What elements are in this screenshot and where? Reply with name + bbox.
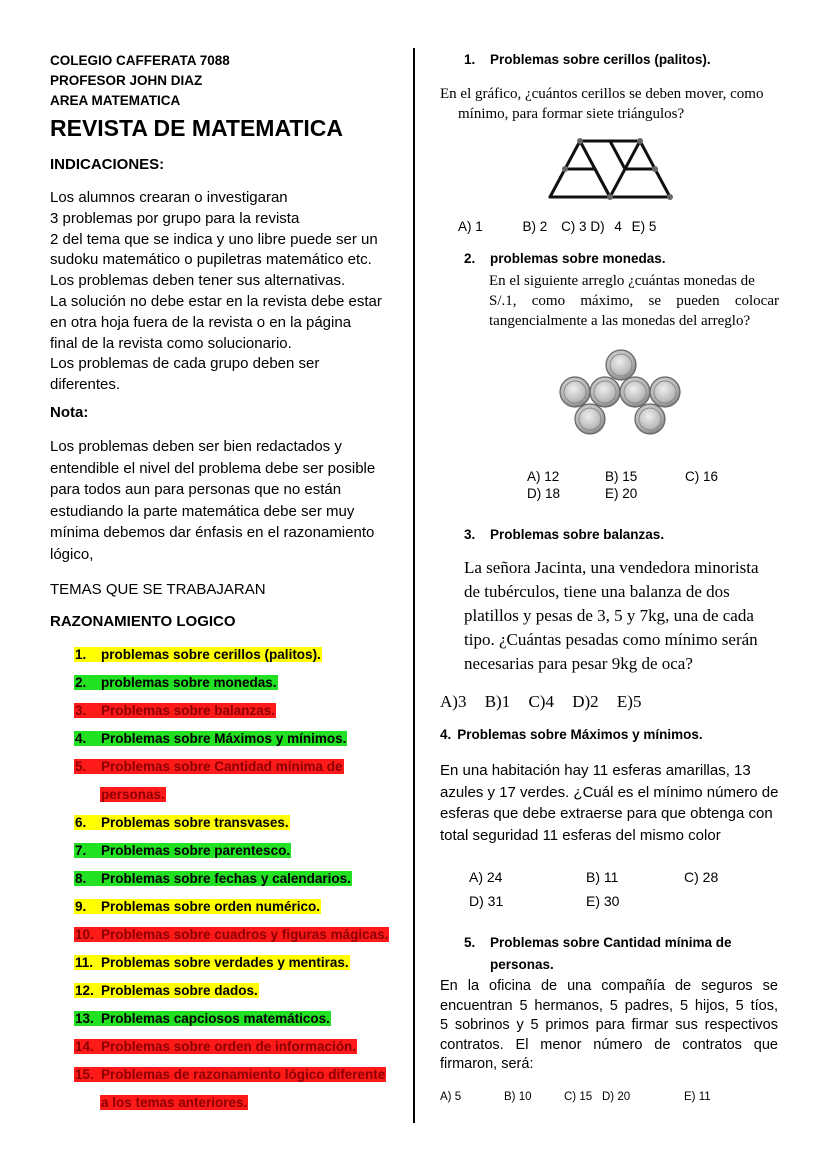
- indications-line: Los alumnos crearan o investigaran: [50, 189, 288, 206]
- problem-4-title: 4. Problemas sobre Máximos y mínimos.: [440, 727, 703, 742]
- topic-item: 10. Problemas sobre cuadros y figuras mágicas.: [75, 927, 389, 942]
- topic-item: 4. Problemas sobre Máximos y mínimos.: [75, 731, 347, 746]
- coin-arrangement: [555, 346, 685, 441]
- topic-item: 15. Problemas de razonamiento lógico diferente: [75, 1067, 386, 1082]
- problem-2-title: 2. problemas sobre monedas.: [464, 251, 666, 266]
- topic-item: 1. problemas sobre cerillos (palitos).: [75, 647, 321, 662]
- problem-3-text: La señora Jacinta, una vendedora minorista de tubérculos, tiene una balanza de dos platillos y pesas de 3, 5 y 7kg, una de cada tipo. ¿Cuántas pesadas como mínimo serán necesarias para pesar 9kg de oca?: [464, 558, 759, 673]
- area-name: AREA MATEMATICA: [50, 93, 181, 108]
- problem-4-text: En una habitación hay 11 esferas amarillas, 13 azules y 17 verdes. ¿Cuál es el mínimo número de esferas que debe extraerse para que obtenga con total seguridad 11 esferas del mismo color: [440, 762, 779, 844]
- matchstick-figure: [545, 135, 695, 205]
- note-heading: Nota:: [50, 404, 89, 421]
- indications-line: Los problemas de cada grupo deben ser: [50, 355, 320, 373]
- indications-line: 3 problemas por grupo para la revista: [50, 209, 300, 227]
- note-line: Los problemas deben ser bien redactados y: [50, 438, 342, 455]
- topic-item: 9. Problemas sobre orden numérico.: [75, 899, 321, 914]
- problem-5-title: 5. Problemas sobre Cantidad mínima de: [464, 935, 732, 950]
- indications-line: diferentes.: [50, 376, 121, 394]
- topic-item-continuation: personas.: [101, 787, 165, 802]
- page-title: REVISTA DE MATEMATICA: [50, 115, 344, 141]
- note-line: estudiando la parte matemática debe ser muy: [50, 502, 355, 520]
- problem-3-options: A)3 B)1 C)4 D)2 E)5: [440, 692, 642, 711]
- problem-4-options: A) 24 B) 11 C) 28 D) 31 E) 30: [469, 869, 719, 909]
- topic-item: 14. Problemas sobre orden de información.: [75, 1039, 357, 1054]
- school-name: COLEGIO CAFFERATA 7088: [50, 53, 230, 68]
- topic-item: 11. Problemas sobre verdades y mentiras.: [75, 955, 349, 970]
- note-text: [50, 436, 375, 566]
- problem-1-options: A) 1 B) 2 C) 3 D) 4 E) 5: [458, 219, 657, 234]
- problem-5-options: A) 5 B) 10 C) 15 D) 20 E) 11: [440, 1091, 711, 1103]
- topic-item: 5. Problemas sobre Cantidad mínima de: [75, 759, 343, 774]
- topic-item: 13. Problemas capciosos matemáticos.: [75, 1011, 330, 1026]
- note-line: entendible el nivel del problema debe ser posible: [50, 459, 376, 477]
- column-divider: [413, 48, 415, 1123]
- topic-item: 7. Problemas sobre parentesco.: [75, 843, 291, 858]
- topic-item: 2. problemas sobre monedas.: [75, 675, 277, 690]
- topic-item: 12. Problemas sobre dados.: [75, 983, 258, 998]
- note-line: lógico,: [50, 545, 94, 563]
- note-line: mínima debemos dar énfasis en el razonamiento: [50, 524, 375, 542]
- problem-1-text: En el gráfico, ¿cuántos cerillos se deben mover, como mínimo, para formar siete triángulos?: [440, 86, 764, 122]
- indications-line: 2 del tema que se indica y uno libre puede ser un: [50, 230, 378, 248]
- indications-heading: INDICACIONES:: [50, 156, 165, 173]
- note-line: para todos aun para personas que no están: [50, 481, 342, 499]
- topics-heading: TEMAS QUE SE TRABAJARAN: [50, 581, 266, 598]
- reasoning-heading: RAZONAMIENTO LOGICO: [50, 613, 236, 630]
- topic-item: 3. Problemas sobre balanzas.: [75, 703, 276, 718]
- indications-line: La solución no debe estar en la revista debe estar: [50, 292, 382, 310]
- indications-line: sudoku matemático o pupiletras matemático etc.: [50, 251, 372, 269]
- indications-line: final de la revista como solucionario.: [50, 334, 292, 352]
- topic-item: 6. Problemas sobre transvases.: [75, 815, 289, 830]
- problem-5-title-cont: personas.: [490, 957, 554, 972]
- indications-line: en otra hoja fuera de la revista o en la página: [50, 313, 352, 331]
- indications-line: Los problemas deben tener sus alternativas.: [50, 272, 346, 290]
- topic-item: 8. Problemas sobre fechas y calendarios.: [75, 871, 351, 886]
- problem-3-title: 3. Problemas sobre balanzas.: [464, 527, 665, 542]
- problem-2-text: En el siguiente arreglo ¿cuántas monedas de S/.1, como máximo, se pueden colocar tangencialmente a las monedas del arreglo?: [489, 273, 779, 329]
- problem-2-options: A) 12 B) 15 C) 16 D) 18 E) 20: [527, 469, 719, 501]
- topic-item-continuation: a los temas anteriores.: [101, 1095, 248, 1110]
- problem-5-text: En la oficina de una compañía de seguros se encuentran 5 hermanos, 5 padres, 5 hijos, 5 tíos, 5 sobrinos y 5 primos para firmar sus respectivos contratos. El menor número de contratos que firmaron, será:: [440, 978, 778, 1073]
- indications-text: [50, 188, 382, 396]
- teacher-name: PROFESOR JOHN DIAZ: [50, 73, 203, 88]
- problem-1-title: 1. Problemas sobre cerillos (palitos).: [464, 52, 711, 67]
